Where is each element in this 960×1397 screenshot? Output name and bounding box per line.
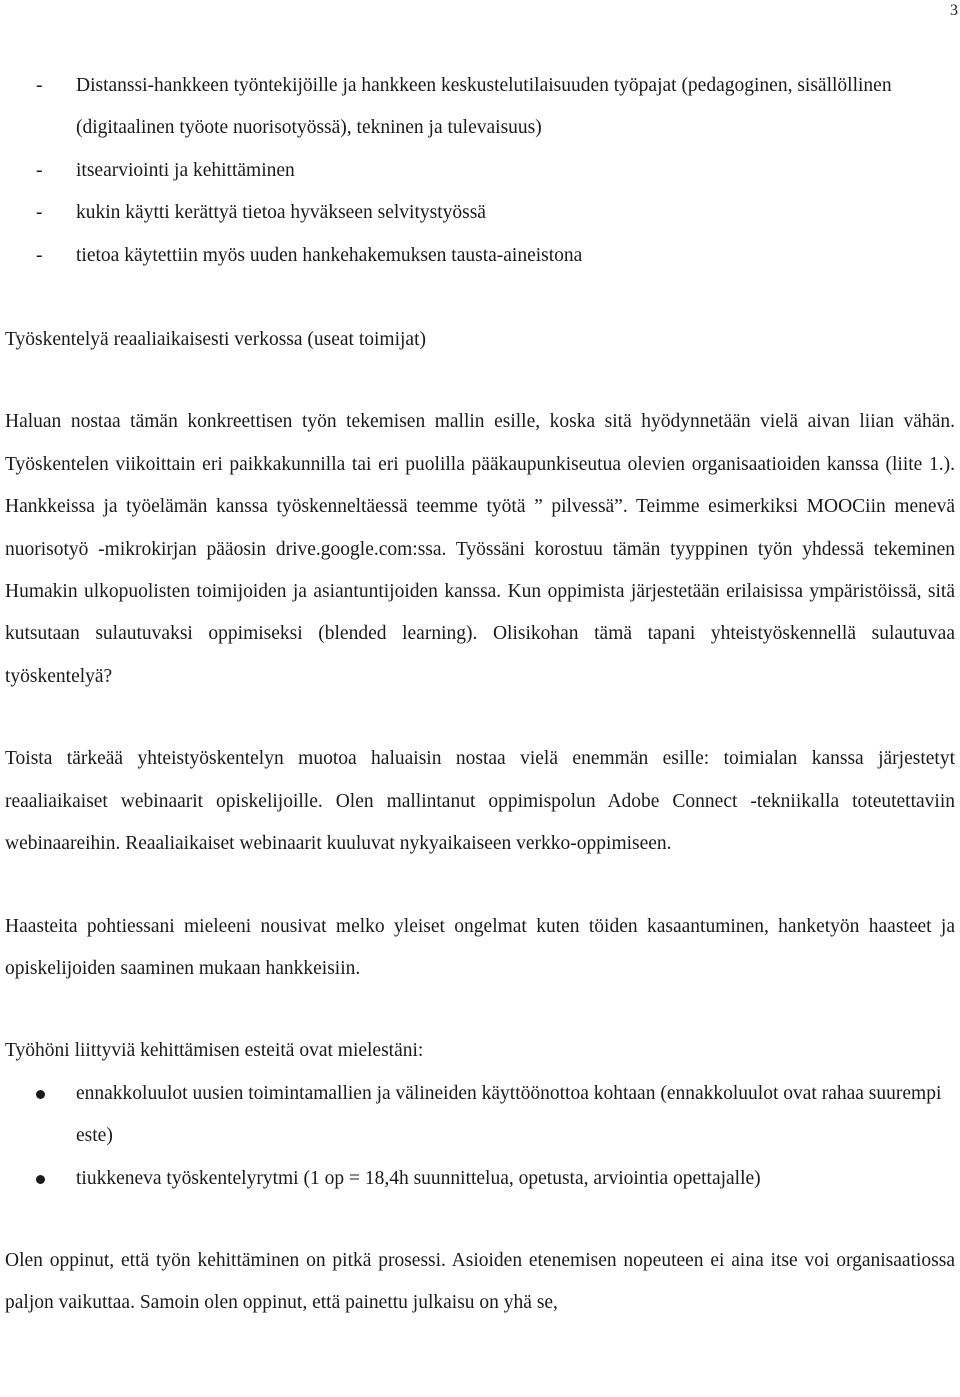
dash-marker: - [36,159,43,181]
dash-list-item [5,192,955,234]
page-number: 3 [950,2,958,19]
paragraph-challenges: Haasteita pohtiessani mieleeni nousivat melko yleiset ongelmat kuten töiden kasaantuminen, hanketyön haasteet ja opiskelijoiden saaminen mukaan hankkeisiin. [5,915,955,979]
paragraph-webinars: Toista tärkeää yhteistyöskentelyn muotoa haluaisin nostaa vielä enemmän esille: toimialan kanssa järjestetyt reaaliaikaiset webinaarit opiskelijoille. Olen mallintanut oppimispolun Adobe Connect -tekniikalla toteutettaviin webinaareihin. Reaaliaikaiset webinaarit kuuluvat nykyaikaiseen verkko-oppimiseen. [5,748,955,855]
dash-item-text: tietoa käytettiin myös uuden hankehakemuksen tausta-aineistona [76,244,583,266]
bullet-dot-icon [36,1175,45,1184]
bullet-item-text: ennakkoluulot uusien toimintamallien ja välineiden käyttöönottoa kohtaan (ennakkoluulot ovat rahaa suurempi este) [76,1082,942,1147]
paragraph-obstacles-intro: Työhöni liittyviä kehittämisen esteitä ovat mielestäni: [5,1040,424,1062]
bullet-list [5,1073,955,1200]
dash-item-text: kukin käytti kerättyä tietoa hyväkseen selvitystyössä [76,202,486,224]
dash-marker: - [36,202,43,224]
dash-list-item [5,150,955,192]
paragraph-learned: Olen oppinut, että työn kehittäminen on pitkä prosessi. Asioiden etenemisen nopeuteen ei aina itse voi organisaatiossa paljon vaikuttaa. Samoin olen oppinut, että painettu julkaisu on yhä se, [5,1249,955,1314]
bullet-dot-icon [36,1090,45,1099]
dash-list-item [5,235,955,277]
dash-list [5,65,955,277]
paragraph-realtime-work: Työskentelyä reaaliaikaisesti verkossa (useat toimijat) [5,329,426,351]
dash-item-text: Distanssi-hankkeen työntekijöille ja hankkeen keskustelutilaisuuden työpajat (pedagoginen, sisällöllinen (digitaalinen työote nuorisotyössä), tekninen ja tulevaisuus) [76,75,892,139]
document-body [5,65,955,1325]
bullet-item-text: tiukkeneva työskentelyrytmi (1 op = 18,4h suunnittelua, opetusta, arviointia opettajalle) [76,1167,761,1189]
bullet-list-item [5,1073,955,1158]
paragraph-work-model: Haluan nostaa tämän konkreettisen työn tekemisen mallin esille, koska sitä hyödynnetään vielä aivan liian vähän. Työskentelen viikoittain eri paikkakunnilla tai eri puolilla pääkaupunkiseutua olevien organisaatioiden kanssa (liite 1.). Hankkeissa ja työelämän kanssa työskenneltäessä teemme työtä ” pilvessä”. Teimme esimerkiksi MOOCiin menevä nuorisotyö -mikrokirjan pääosin drive.google.com:ssa. Työssäni korostuu tämän tyyppinen työn yhdessä tekeminen Humakin ulkopuolisten toimijoiden ja asiantuntijoiden kanssa. Kun oppimista järjestetään erilaisissa ympäristöissä, sitä kutsutaan sulautuvaksi oppimiseksi (blended learning). Olisikohan tämä tapani yhteistyöskennellä sulautuvaa työskentelyä? [5,411,955,687]
dash-marker: - [36,244,43,266]
dash-item-text: itsearviointi ja kehittäminen [76,159,295,181]
dash-list-item [5,65,955,150]
bullet-list-item [5,1158,955,1200]
dash-marker: - [36,75,43,96]
